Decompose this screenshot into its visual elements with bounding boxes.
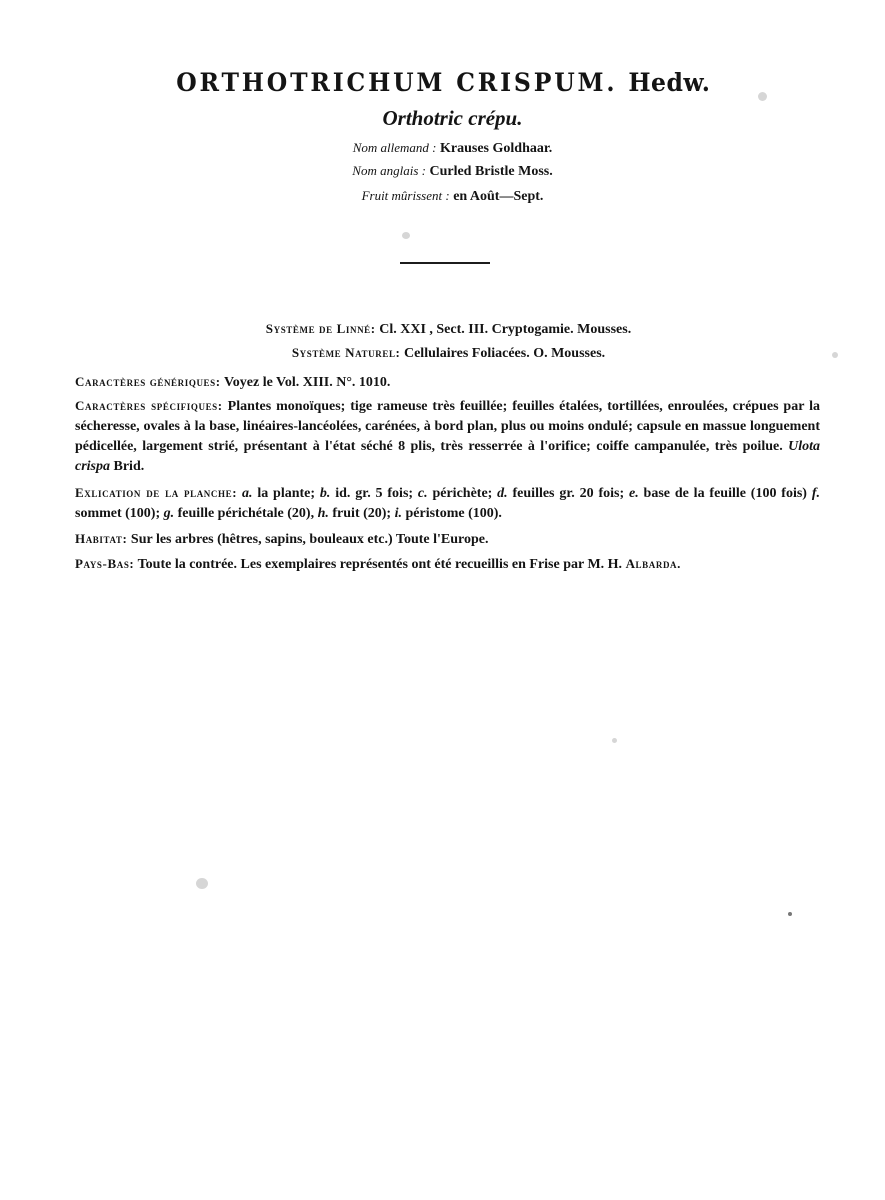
netherlands-text: Toute la contrée. Les exemplaires représentés ont été recueillis en Frise par M. H. xyxy=(137,557,623,572)
figure-text-f: sommet (100); xyxy=(75,506,161,521)
french-name: Orthotric crépu. xyxy=(382,106,523,130)
figure-key-i: i. xyxy=(394,506,402,521)
figure-key-c: c. xyxy=(417,486,428,501)
synonym-name: Ulota crispa xyxy=(75,439,821,474)
synonym-author: Brid. xyxy=(113,459,145,474)
figure-key-b: b. xyxy=(319,486,331,501)
figure-key-f: f. xyxy=(811,486,820,501)
generic-characters-text: Voyez le Vol. XIII. N°. 1010. xyxy=(223,375,391,390)
plate-explanation xyxy=(75,483,820,524)
generic-characters-label: Caractères génériques: xyxy=(75,374,221,389)
species-title xyxy=(27,68,859,97)
figure-text-b: id. gr. 5 fois; xyxy=(335,486,414,501)
german-name-label: Nom allemand : xyxy=(352,140,437,155)
figure-text-c: périchète; xyxy=(432,486,493,501)
german-name-line xyxy=(0,140,885,157)
paper-speck xyxy=(402,232,410,239)
linne-system-value: Cl. XXI , Sect. III. Cryptogamie. Mousses. xyxy=(379,322,632,337)
figure-key-h: h. xyxy=(317,506,329,521)
species-name: ORTHOTRICHUM CRISPUM. xyxy=(176,68,618,97)
fruiting-line xyxy=(0,188,885,205)
habitat xyxy=(75,529,820,550)
figure-key-d: d. xyxy=(497,486,508,501)
figure-key-a: a. xyxy=(241,486,253,501)
figure-text-d: feuilles gr. 20 fois; xyxy=(512,486,625,501)
english-name-value: Curled Bristle Moss. xyxy=(429,164,553,179)
paper-speck xyxy=(832,352,838,358)
linne-system-label: Système de Linné: xyxy=(265,321,376,336)
collector-name: Albarda. xyxy=(625,556,682,571)
natural-system-line xyxy=(6,345,885,362)
specific-characters xyxy=(75,396,820,477)
natural-system-value: Cellulaires Foliacées. O. Mousses. xyxy=(403,346,606,361)
species-author: Hedw. xyxy=(628,68,711,97)
figure-text-i: péristome (100). xyxy=(405,506,502,521)
figure-key-e: e. xyxy=(628,486,639,501)
paper-speck xyxy=(788,912,792,916)
figure-key-g: g. xyxy=(163,506,175,521)
specific-characters-label: Caractères spécifiques: xyxy=(75,398,223,413)
figure-text-h: fruit (20); xyxy=(332,506,392,521)
paper-speck xyxy=(758,92,767,101)
natural-system-label: Système Naturel: xyxy=(291,345,401,360)
figure-text-a: la plante; xyxy=(257,486,316,501)
netherlands-distribution xyxy=(75,554,820,575)
figure-text-g: feuille périchétale (20), xyxy=(177,506,315,521)
netherlands-label: Pays-Bas: xyxy=(75,556,135,571)
fruiting-label: Fruit mûrissent : xyxy=(361,188,450,203)
separator-rule xyxy=(400,262,490,264)
plate-explanation-label: Exlication de la planche: xyxy=(75,485,238,500)
paper-speck xyxy=(612,738,617,743)
habitat-label: Habitat: xyxy=(75,531,128,546)
linne-system-line xyxy=(6,321,885,338)
german-name-value: Krauses Goldhaar. xyxy=(440,141,553,156)
english-name-label: Nom anglais : xyxy=(352,163,426,178)
generic-characters xyxy=(75,372,820,393)
figure-text-e: base de la feuille (100 fois) xyxy=(643,486,807,501)
fruiting-value: en Août—Sept. xyxy=(453,189,544,204)
specific-characters-text: Plantes monoïques; tige rameuse très feuillée; feuilles étalées, tortillées, enroulées, crépues par la sécheresse, ovales à la base, linéaires-lancéolées, carénées, à bord plan, plus ou moins ondulé; capsule en massue longuement pédicellée, largement strié, présentant à l'état séché 8 plis, très resserrée à l'orifice; coiffe campanulée, très poilue. xyxy=(75,399,820,454)
english-name-line xyxy=(0,163,885,180)
habitat-text: Sur les arbres (hêtres, sapins, bouleaux etc.) Toute l'Europe. xyxy=(130,532,489,547)
paper-speck xyxy=(196,878,208,889)
